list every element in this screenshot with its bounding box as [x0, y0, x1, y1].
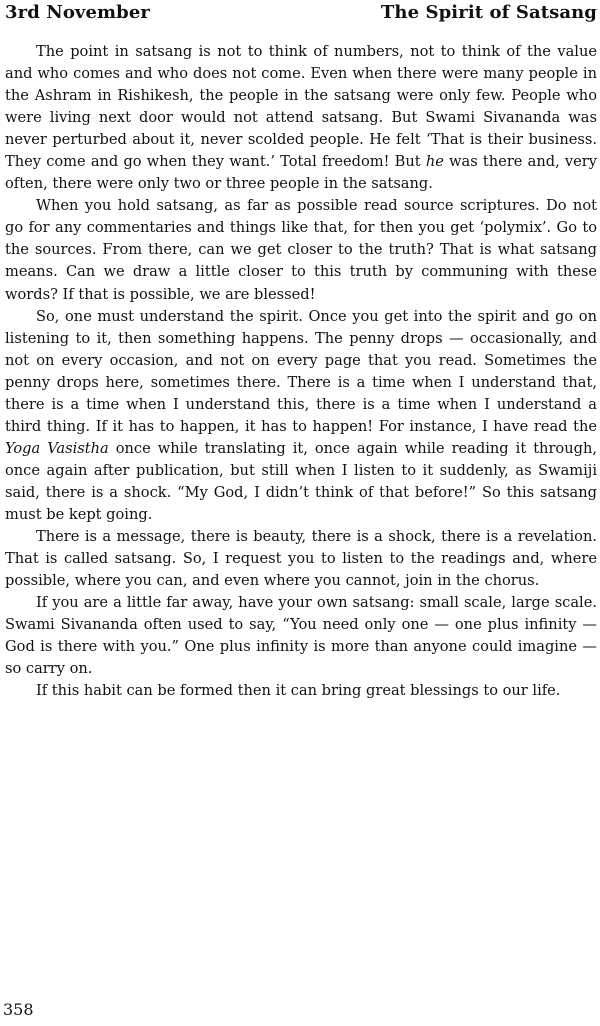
page-number: 358 — [3, 1000, 34, 1019]
header-date: 3rd November — [5, 2, 150, 23]
emphasis-text: he — [425, 153, 444, 171]
paragraph — [5, 592, 597, 680]
paragraph — [5, 41, 597, 195]
paragraph-text: If you are a little far away, have your own satsang: small scale, large scale. Swami Sivananda often used to say, “You need only one — one plus infinity — God is there with you.” One plus infinity is more than anyone could imagine — so carry on. — [5, 594, 597, 678]
paragraph — [5, 680, 597, 702]
paragraph — [5, 306, 597, 526]
paragraph-text: once while translating it, once again while reading it through, once again after publication, but still when I listen to it suddenly, as Swamiji said, there is a shock. “My God, I didn’t think of that before!” So this satsang must be kept going. — [5, 439, 597, 523]
paragraph-text: There is a message, there is beauty, there is a shock, there is a revelation. That is called satsang. So, I request you to listen to the readings and, where possible, where you can, and even where you cannot, join in the chorus. — [5, 528, 597, 590]
paragraph-text: If this habit can be formed then it can bring great blessings to our life. — [36, 682, 561, 700]
paragraph-text: The point in satsang is not to think of numbers, not to think of the value and who comes and who does not come. Even when there were many people in the Ashram in Rishikesh, the people in the satsang were only few. People who were living next door would not attend satsang. But Swami Sivananda was never perturbed about it, never scolded people. He felt ‘That is their business. They come and go when they want.’ Total freedom! But — [5, 43, 597, 171]
running-header — [5, 2, 597, 28]
paragraph-text: So, one must understand the spirit. Once you get into the spirit and go on listening to it, then something happens. The penny drops — occasionally, and not on every occasion, and not on every page that you read. Sometimes the penny drops here, sometimes there. There is a time when I understand that, there is a time when I understand this, there is a time when I understand a third thing. If it has to happen, it has to happen! For instance, I have read the — [5, 307, 597, 435]
header-title: The Spirit of Satsang — [380, 2, 597, 23]
paragraph-text: was there and, very often, there were only two or three people in the satsang. — [5, 153, 597, 193]
book-title-text: Yoga Vasistha — [5, 439, 109, 457]
paragraph-text: When you hold satsang, as far as possible read source scriptures. Do not go for any commentaries and things like that, for then you get ‘polymix’. Go to the sources. From there, can we get closer to the truth? That is what satsang means. Can we draw a little closer to this truth by communing with these words? If that is possible, we are blessed! — [5, 197, 597, 303]
body-text — [5, 41, 597, 702]
paragraph — [5, 526, 597, 592]
paragraph — [5, 195, 597, 305]
